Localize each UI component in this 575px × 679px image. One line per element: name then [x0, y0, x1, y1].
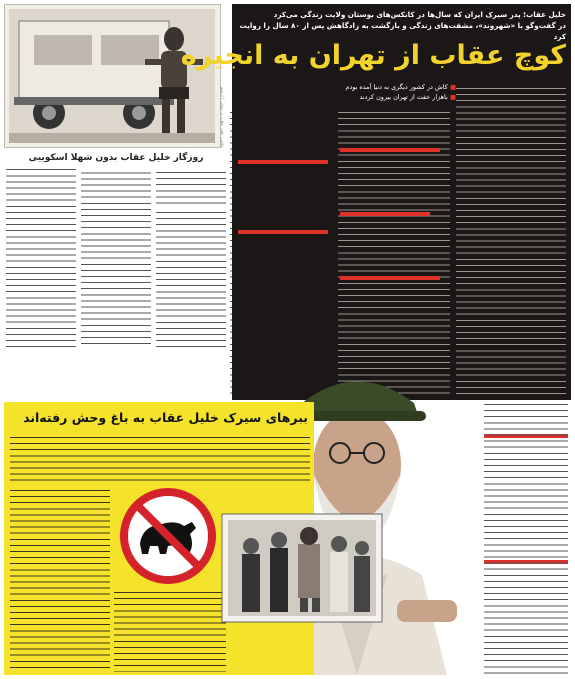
subhead-line-1: ■ کاش در کشور دیگری به دنیا آمده بودم: [345, 83, 456, 91]
red-subhead-5: [238, 230, 328, 234]
intro-line-1: خلیل عقاب؛ پدر سیرک ایران که سال‌ها در کانکس‌های بوستان ولایت زندگی می‌کرد: [273, 10, 566, 19]
subhead-block: [340, 82, 456, 102]
subhead-line-2: ■ باهزار خفت از تهران بیرون کردند: [359, 93, 456, 101]
main-headline: کوچ عقاب از تهران به انجیره: [180, 40, 566, 71]
red-subhead-3: [340, 276, 440, 280]
vintage-truck-photo: [9, 9, 215, 143]
bottom-headline: ببرهای سیرک خلیل عقاب به باغ وحش رفته‌اند: [23, 410, 308, 425]
intro-line-2: در گفت‌وگو با «شهروند»، مشقت‌های زندگی و بازگشت به زادگاهش پس از ۸۰ سال را روایت کرد: [239, 21, 566, 41]
circus-group-photo: [222, 514, 382, 622]
yellow-text-top: [10, 433, 310, 483]
yellow-text-left: [10, 486, 110, 672]
red-subhead-2: [340, 212, 430, 216]
red-subhead-1: [340, 148, 440, 152]
side-story-caption: روزگار خلیل عقاب بدون شهلا اسکوییی: [28, 153, 204, 163]
vintage-photo-frame: [4, 4, 221, 148]
yellow-text-mid: [114, 588, 226, 672]
no-bears-icon: [118, 486, 218, 586]
side-story-body: [6, 168, 226, 394]
photo-credit: عکس: خلیل عقاب در جوانی / آرشیو: [220, 87, 225, 148]
right-column-lower: [482, 400, 571, 675]
red-subhead-4: [238, 160, 328, 164]
